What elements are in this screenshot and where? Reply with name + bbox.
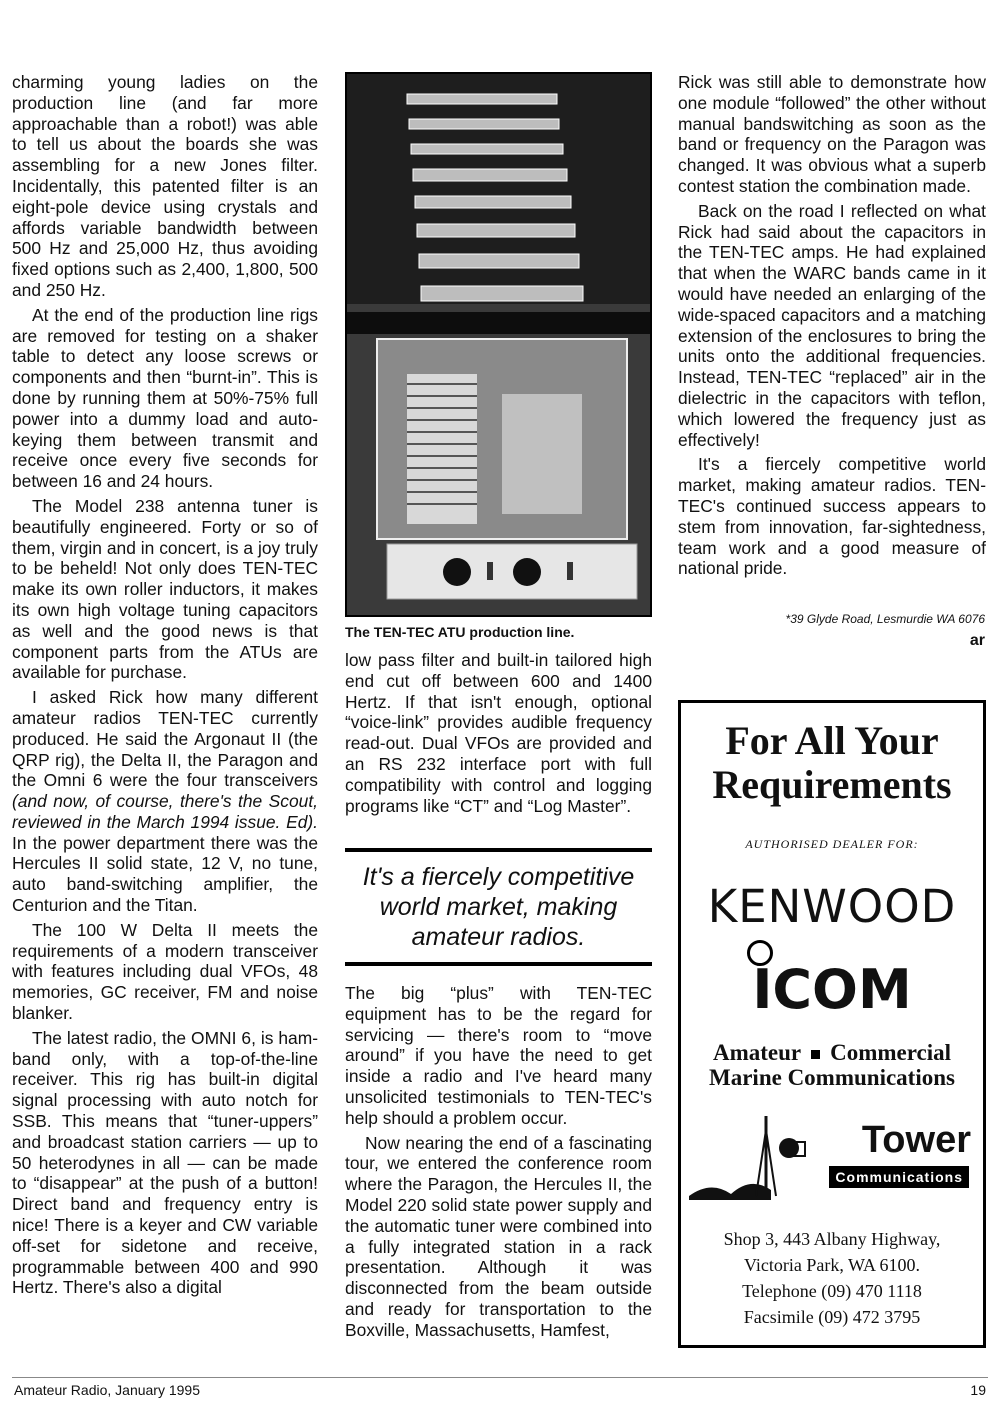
article-column-3 xyxy=(678,72,986,579)
article-column-1 xyxy=(12,72,318,1298)
paragraph: The Model 238 antenna tuner is beautifully engineered. Forty or so of them, virgin and in concert, is a joy truly to be beheld! Not only does TEN-TEC make its own roller inductors, it makes its own high voltage tuning capacitors as well and the good news is that component parts from the ATUs are available for purchase. xyxy=(12,495,318,683)
fax-number: Facsimile (09) 472 3795 xyxy=(743,1307,921,1327)
publication-issue: Amateur Radio, January 1995 xyxy=(14,1382,200,1398)
kenwood-logo: KENWOOD xyxy=(707,880,957,933)
paragraph: Rick was still able to demonstrate how one module “followed” the other without manual bandswitching as soon as the band or frequency on the Paragon was changed. It was obvious what a superb contest station the combination made. xyxy=(678,72,986,196)
ad-headline-line-1: For All Your xyxy=(725,718,939,763)
paragraph: At the end of the production line rigs are removed for testing on a shaker table to detect any loose screws or components and then “burnt-in”. This is done by running them at 50%-75% full power into a dummy load and auto-keying them between transmit and receive once every five seconds for between 16 and 24 hours. xyxy=(12,304,318,492)
paragraph: The big “plus” with TEN-TEC equipment has to be the regard for servicing — there's room to “move around” if you have the need to get inside a radio and I've heard many unsolicited testimonials to TEN-TEC's help should a problem occur. xyxy=(345,983,652,1128)
ad-categories xyxy=(681,1040,983,1090)
icom-wordmark: ICOM xyxy=(752,958,912,1021)
author-address: *39 Glyde Road, Lesmurdie WA 6076 xyxy=(785,612,985,626)
paragraph: Now nearing the end of a fascinating tour, we entered the conference room where the Paragon, the Hercules II, the Model 220 solid state power supply and the automatic tuner were combined into a fully integrated station in a rack presentation. Although it was disconnected from the beam outside and ready for transportation to the Boxville, Massachusetts, Hamfest, xyxy=(345,1132,652,1340)
article-column-2-bottom xyxy=(345,983,652,1341)
tower-logo xyxy=(681,1110,983,1208)
article-end-mark: ar xyxy=(969,632,985,649)
ad-headline-line-2: Requirements xyxy=(712,762,952,807)
phone-number: Telephone (09) 470 1118 xyxy=(742,1281,922,1301)
paragraph: It's a fiercely competitive world market, making amateur radios. TEN-TEC's continued success appears to stem from innovation, far-sightedness, team work and a good measure of national pride. xyxy=(678,454,986,579)
paragraph: Back on the road I reflected on what Rick had said about the capacitors in the TEN-TEC amps. He had explained that when the WARC bands came in it would have needed an enlarging of the wide-spaced capacitors and a matching extension of the enclosures to bring the units onto the additional frequencies. Instead, TEN-TEC “replaced” air in the dielectric in the capacitors with teflon, which lowered the frequency just as effectively! xyxy=(678,200,986,450)
category-commercial: Commercial xyxy=(830,1040,952,1065)
paragraph-text: I asked Rick how many different amateur radios TEN-TEC currently produced. He said the Argonaut II (the QRP rig), the Delta II, the Paragon and the Omni 6 were the four transceivers xyxy=(12,687,318,791)
tower-communications-ad xyxy=(678,700,986,1348)
authorised-dealer-label: AUTHORISED DEALER FOR: xyxy=(745,837,919,851)
editor-note: (and now, of course, there's the Scout, reviewed in the March 1994 issue. Ed). xyxy=(12,791,318,832)
paragraph: The latest radio, the OMNI 6, is ham-band only, with a top-of-the-line receiver. This rig has built-in digital signal processing with auto notch for SSB. This means that “tuner-uppers” and broadcast station carriers — up to 50 heterodynes in all — can be made to “disappear” at the push of a button! Direct band and frequency entry is nice! There is a keyer and CW variable off-set for sidetone and receive, programmable between 400 and 990 Hertz. There's also a digital xyxy=(12,1027,318,1298)
page-number: 19 xyxy=(970,1382,986,1398)
atu-photo-illustration xyxy=(347,74,650,615)
pullquote: It's a fiercely competitive world market, making amateur radios. xyxy=(362,863,635,951)
communications-banner: Communications xyxy=(829,1166,969,1188)
address-line-1: Shop 3, 443 Albany Highway, xyxy=(723,1229,941,1249)
paragraph: The 100 W Delta II meets the requirements of a modern transceiver with features including dual VFOs, 48 memories, GC receiver, FM and noise blanker. xyxy=(12,919,318,1024)
tower-wordmark: Tower xyxy=(861,1119,971,1161)
ad-contact-details xyxy=(681,1226,983,1330)
pullquote-rule-top xyxy=(345,848,652,852)
paragraph: charming young ladies on the production line (and far more approachable than a robot!) was able to tell us about the boards she was assembling for a new Jones filter. Incidentally, this patented filter is an eight-pole device using crystals and affords variable bandwidth between 500 Hz and 25,000 Hz, thus avoiding fixed options such as 2,400, 1,800, 500 and 250 Hz. xyxy=(12,72,318,300)
ad-headline xyxy=(681,719,983,807)
production-line-photo xyxy=(345,72,652,617)
paragraph: low pass filter and built-in tailored high end cut off between 600 and 1400 Hertz. If that isn't enough, optional “voice-link” provides audible frequency read-out. Dual VFOs are provided and an RS 232 interface port with full compatibility with control and logging programs like “CT” and “Log Master”. xyxy=(345,650,652,816)
icom-logo xyxy=(681,940,983,1030)
article-column-2-top xyxy=(345,650,652,816)
bullet-square-icon xyxy=(811,1050,820,1059)
photo-caption: The TEN-TEC ATU production line. xyxy=(345,624,575,640)
pullquote-rule-bottom xyxy=(345,962,652,966)
footer-rule xyxy=(12,1377,988,1378)
category-marine: Marine Communications xyxy=(709,1065,955,1090)
category-amateur: Amateur xyxy=(712,1040,802,1065)
paragraph-text: In the power department there was the Hercules II solid state, 12 V, no tune, auto band-switching amplifier, the Centurion and the Titan. xyxy=(12,832,318,916)
paragraph xyxy=(12,687,318,916)
address-line-2: Victoria Park, WA 6100. xyxy=(743,1255,921,1275)
